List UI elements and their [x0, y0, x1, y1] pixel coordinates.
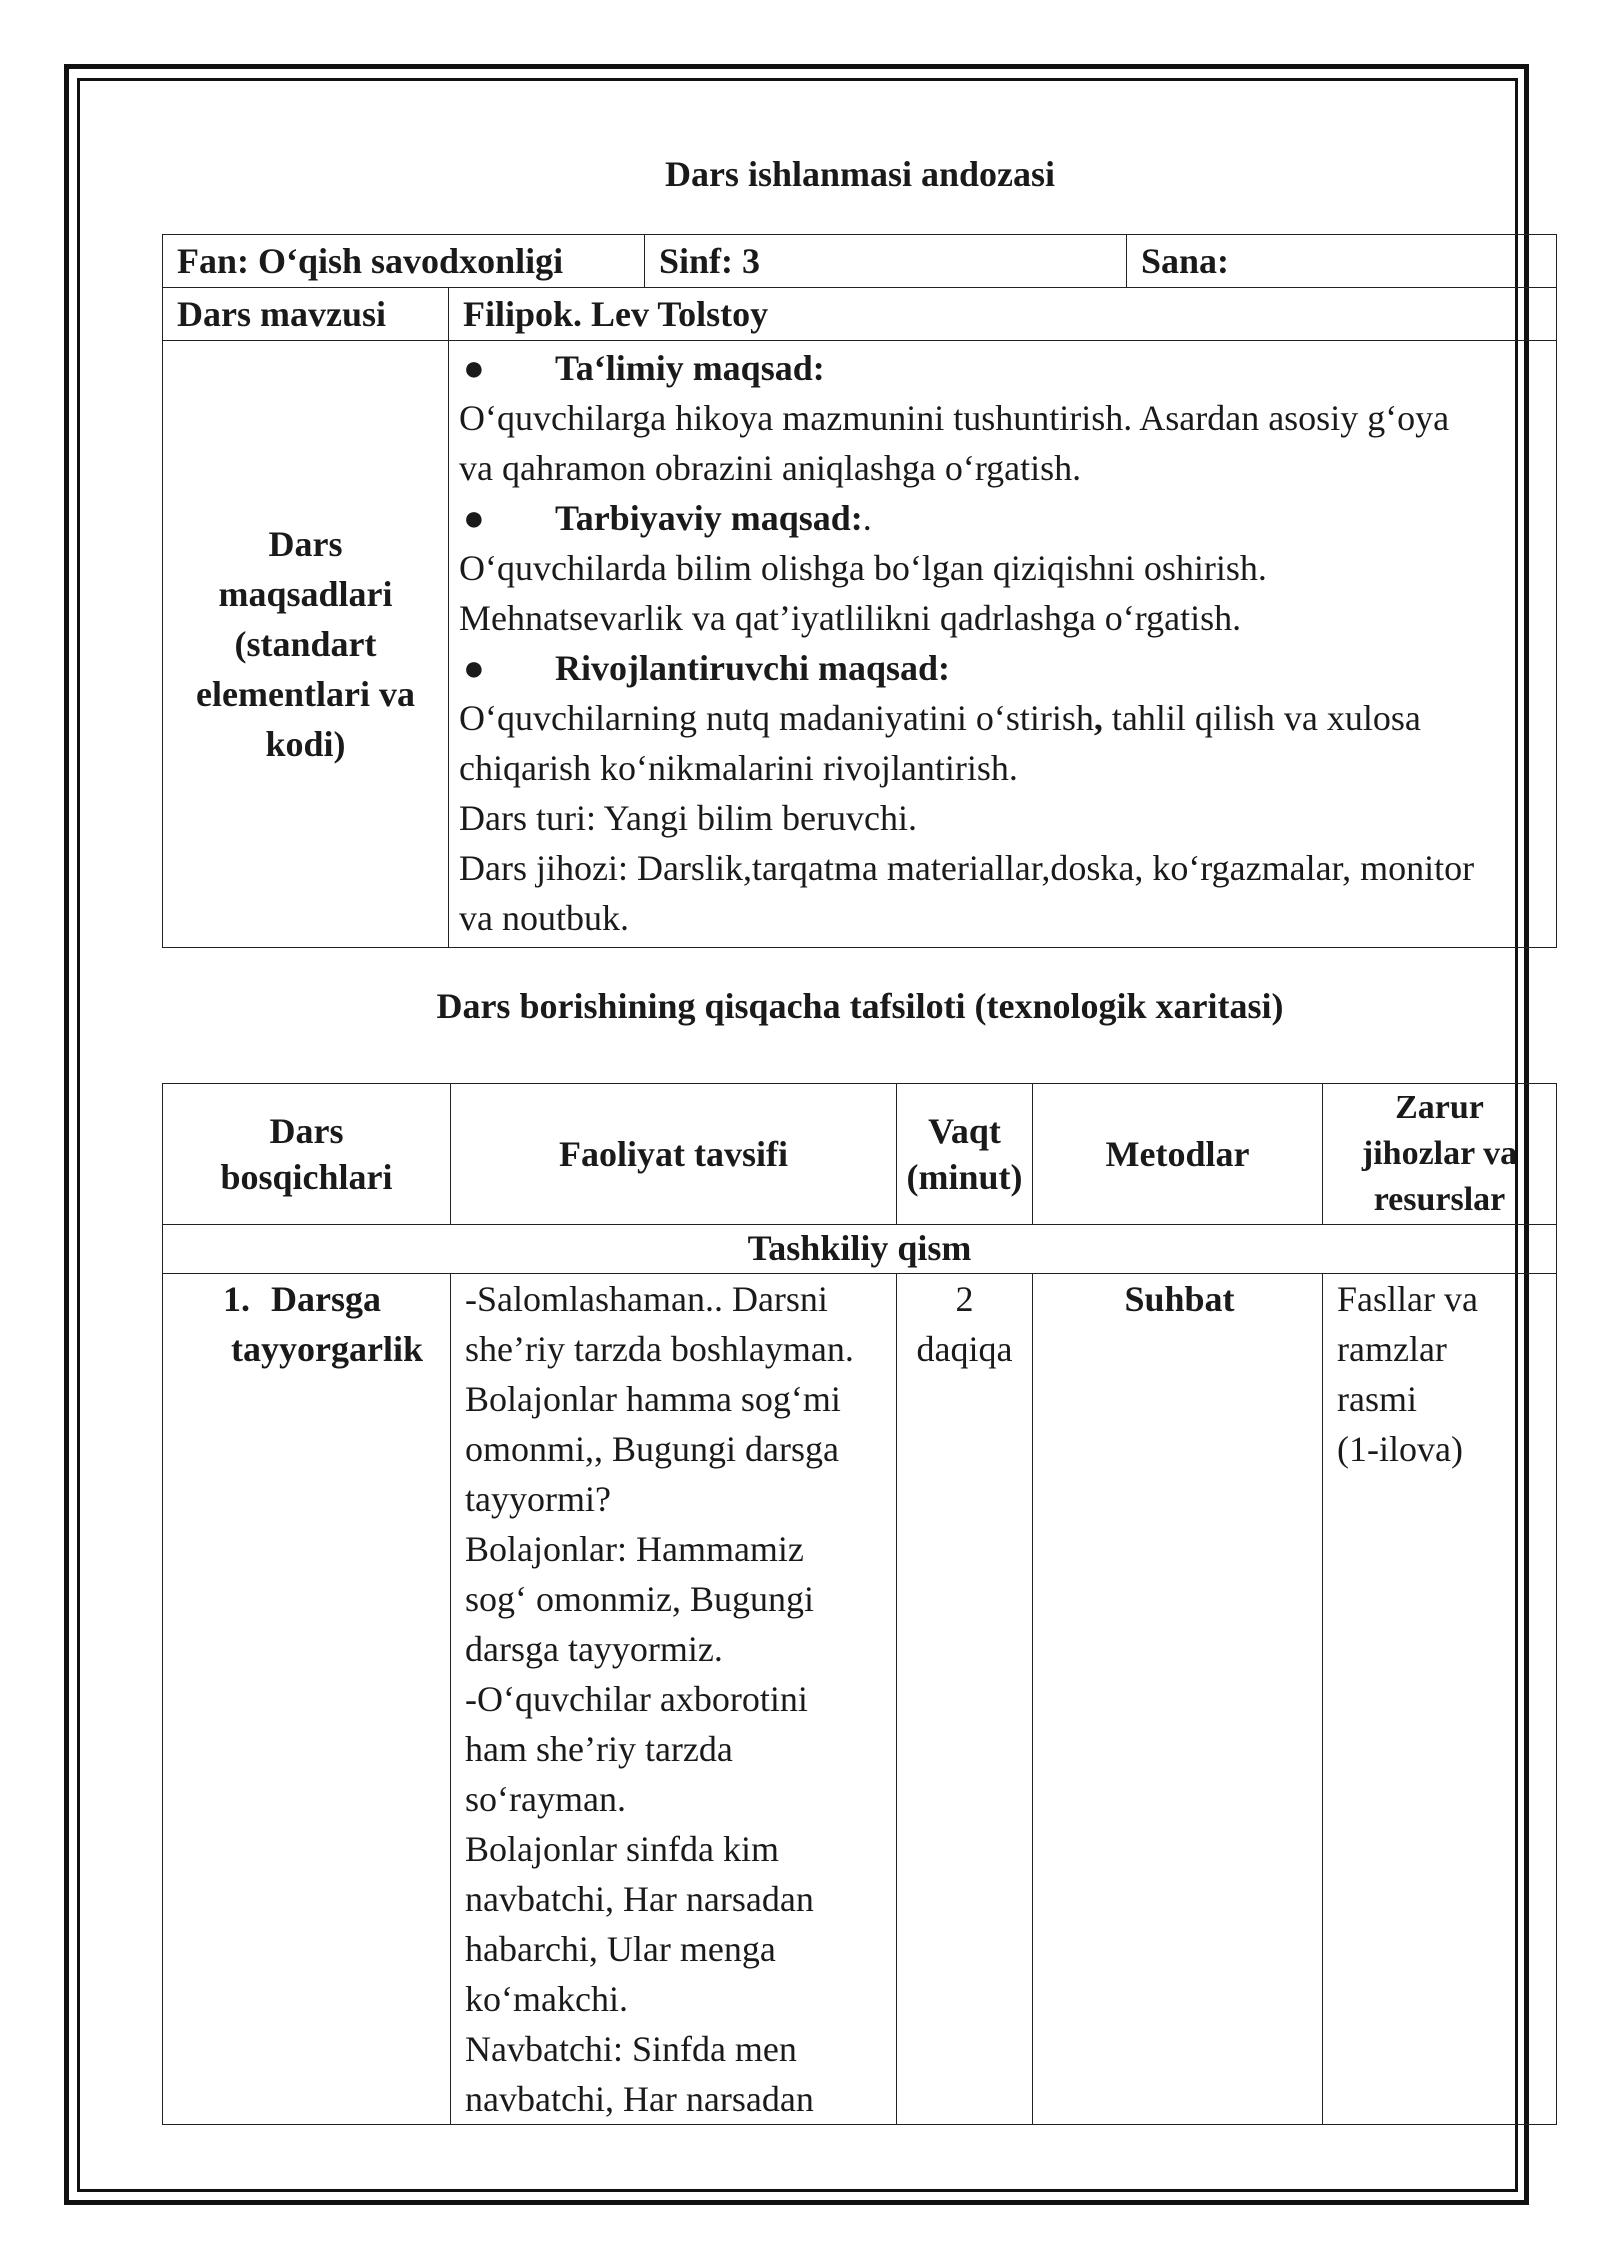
document-title: Dars ishlanmasi andozasi [664, 154, 1056, 194]
resource-line: rasmi [1337, 1379, 1417, 1419]
developmental-goal-text: chiqarish ko‘nikmalarini rivojlantirish. [459, 748, 1018, 788]
upbringing-goal-heading [459, 493, 1546, 543]
stage-line [223, 1274, 440, 1324]
lesson-type: Dars turi: Yangi bilim beruvchi. [459, 798, 917, 838]
table-row [163, 1274, 1557, 2125]
activity-line: so‘rayman. [465, 1779, 626, 1819]
lesson-equipment: Dars jihozi: Darslik,tarqatma materiallar,doska, ko‘rgazmalar, monitor [459, 848, 1475, 888]
goals-label-line: kodi) [265, 724, 346, 764]
column-header-row [163, 1084, 1557, 1225]
header-stages [163, 1084, 451, 1225]
header-stages-line: bosqichlari [220, 1157, 393, 1197]
developmental-goal-comma: , [1093, 698, 1103, 738]
resource-line: Fasllar va [1337, 1279, 1478, 1319]
time-value: 2 [955, 1279, 974, 1319]
header-resources-line: Zarur [1395, 1089, 1484, 1126]
resource-line: (1-ilova) [1337, 1429, 1463, 1469]
activity-line: Bolajonlar sinfda kim [465, 1829, 779, 1869]
goals-label-line: elementlari va [196, 674, 415, 714]
goals-label-line: Dars [268, 524, 343, 564]
upbringing-goal-title: Tarbiyaviy maqsad: [555, 498, 863, 538]
subject-row [163, 235, 1557, 288]
activity-line: ko‘makchi. [465, 1979, 628, 2019]
header-methods: Metodlar [1033, 1084, 1323, 1225]
header-resources-line: resurslar [1373, 1181, 1506, 1218]
goals-content [449, 341, 1557, 948]
section-title: Dars borishining qisqacha tafsiloti (texnologik xaritasi) [436, 986, 1284, 1026]
section-row [163, 1225, 1557, 1274]
method-cell: Suhbat [1033, 1274, 1323, 2125]
stage-text: tayyorgarlik [231, 1329, 423, 1369]
developmental-goal-text-part: O‘quvchilarning nutq madaniyatini o‘stirish [459, 698, 1094, 738]
grade-cell: Sinf: 3 [645, 235, 1127, 288]
stage-text: Darsga [271, 1279, 381, 1319]
educational-goal-text: va qahramon obrazini aniqlashga o‘rgatish. [459, 448, 1082, 488]
bullet-icon: ● [463, 348, 485, 388]
topic-row [163, 288, 1557, 341]
goals-label [163, 341, 449, 948]
activity-line: omonmi,, Bugungi darsga [465, 1429, 839, 1469]
activity-line: -O‘quvchilar axborotini [465, 1679, 808, 1719]
activity-line: Bolajonlar: Hammamiz [465, 1529, 804, 1569]
topic-value: Filipok. Lev Tolstoy [449, 288, 1557, 341]
activity-line: -Salomlashaman.. Darsni [465, 1279, 828, 1319]
stage-line [223, 1324, 440, 1374]
header-activity: Faoliyat tavsifi [451, 1084, 897, 1225]
goals-label-line: (standart [234, 624, 377, 664]
header-resources-line: jihozlar va [1361, 1135, 1518, 1172]
educational-goal-text: O‘quvchilarga hikoya mazmunini tushuntirish. Asardan asosiy g‘oya [459, 398, 1450, 438]
developmental-goal-text-part: tahlil qilish va xulosa [1102, 698, 1421, 738]
developmental-goal-title: Rivojlantiruvchi maqsad: [555, 648, 951, 688]
header-stages-line: Dars [269, 1111, 344, 1151]
resource-line: ramzlar [1337, 1329, 1447, 1369]
header-time [897, 1084, 1033, 1225]
activity-line: tayyormi? [465, 1479, 611, 1519]
upbringing-goal-text: Mehnatsevarlik va qat’iyatlilikni qadrlashga o‘rgatish. [459, 598, 1242, 638]
subject-cell: Fan: O‘qish savodxonligi [163, 235, 645, 288]
goals-row [163, 341, 1557, 948]
goals-label-line: maqsadlari [218, 574, 393, 614]
lesson-equipment: va noutbuk. [459, 898, 629, 938]
activity-line: navbatchi, Har narsadan [465, 2079, 814, 2119]
activity-cell [451, 1274, 897, 2125]
activity-line: Navbatchi: Sinfda men [465, 2029, 797, 2069]
activity-line: ham she’riy tarzda [465, 1729, 733, 1769]
date-cell: Sana: [1127, 235, 1557, 288]
activity-line: navbatchi, Har narsadan [465, 1879, 814, 1919]
developmental-goal-text [459, 693, 1546, 743]
header-time-line: Vaqt [928, 1111, 1001, 1151]
time-unit: daqiqa [916, 1329, 1013, 1369]
upbringing-goal-suffix: . [862, 498, 872, 538]
header-time-line: (minut) [906, 1157, 1023, 1197]
stage-number: 1. [223, 1279, 250, 1319]
developmental-goal-heading [459, 643, 1546, 693]
activity-line: she’riy tarzda boshlayman. [465, 1329, 854, 1369]
header-resources [1323, 1084, 1557, 1225]
topic-label: Dars mavzusi [163, 288, 449, 341]
lesson-plan-table [162, 1083, 1557, 2125]
activity-line: darsga tayyormiz. [465, 1629, 723, 1669]
stage-cell [163, 1274, 451, 2125]
time-cell [897, 1274, 1033, 2125]
bullet-icon: ● [463, 498, 485, 538]
section-label: Tashkiliy qism [163, 1225, 1557, 1274]
activity-line: Bolajonlar hamma sog‘mi [465, 1379, 841, 1419]
activity-line: habarchi, Ular menga [465, 1929, 776, 1969]
activity-line: sog‘ omonmiz, Bugungi [465, 1579, 814, 1619]
lesson-info-table [162, 234, 1557, 948]
educational-goal-title: Ta‘limiy maqsad: [555, 348, 825, 388]
bullet-icon: ● [463, 648, 485, 688]
resource-cell [1323, 1274, 1557, 2125]
educational-goal-heading [459, 343, 1546, 393]
upbringing-goal-text: O‘quvchilarda bilim olishga bo‘lgan qiziqishni oshirish. [459, 548, 1267, 588]
